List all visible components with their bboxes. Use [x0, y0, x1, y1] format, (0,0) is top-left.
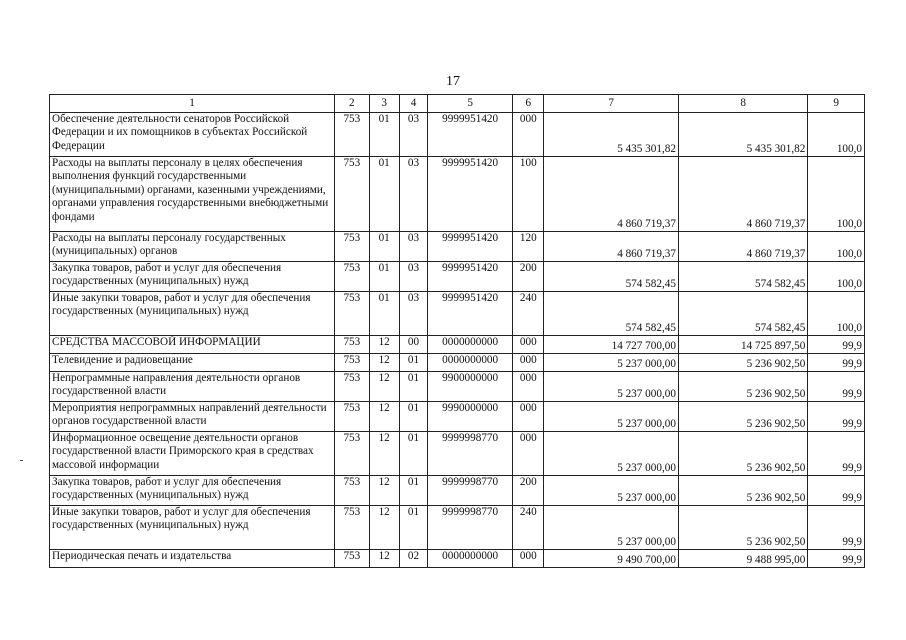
cell-col-3: 12 — [369, 432, 399, 476]
cell-name: СРЕДСТВА МАССОВОЙ ИНФОРМАЦИИ — [50, 336, 335, 354]
cell-col-3: 01 — [369, 157, 399, 232]
header-col-8: 8 — [678, 95, 807, 113]
cell-col-6: 000 — [513, 402, 544, 432]
cell-col-6: 240 — [513, 506, 544, 550]
cell-col-9: 99,9 — [808, 336, 865, 354]
cell-col-6: 000 — [513, 550, 544, 568]
cell-col-4: 03 — [399, 262, 427, 292]
table-row — [50, 292, 865, 336]
table-row — [50, 336, 865, 354]
cell-col-4: 01 — [399, 402, 427, 432]
cell-col-5: 9999951420 — [428, 113, 513, 157]
header-col-3: 3 — [369, 95, 399, 113]
cell-col-3: 12 — [369, 402, 399, 432]
cell-col-5: 9999951420 — [428, 292, 513, 336]
table-row — [50, 157, 865, 232]
cell-col-2: 753 — [335, 262, 369, 292]
cell-col-3: 01 — [369, 262, 399, 292]
margin-mark — [20, 460, 23, 461]
cell-col-5: 0000000000 — [428, 550, 513, 568]
budget-table — [49, 94, 865, 568]
cell-col-8: 5 236 902,50 — [678, 354, 807, 372]
table-row — [50, 550, 865, 568]
cell-col-9: 100,0 — [808, 262, 865, 292]
cell-name: Закупка товаров, работ и услуг для обеспечения государственных (муниципальных) нужд — [50, 476, 335, 506]
cell-name: Периодическая печать и издательства — [50, 550, 335, 568]
cell-name: Расходы на выплаты персоналу государственных (муниципальных) органов — [50, 232, 335, 262]
cell-col-8: 5 236 902,50 — [678, 402, 807, 432]
cell-col-8: 4 860 719,37 — [678, 157, 807, 232]
cell-col-3: 12 — [369, 354, 399, 372]
cell-col-5: 9999951420 — [428, 232, 513, 262]
table-row — [50, 506, 865, 550]
cell-col-7: 5 237 000,00 — [544, 402, 678, 432]
cell-col-7: 14 727 700,00 — [544, 336, 678, 354]
cell-col-9: 100,0 — [808, 113, 865, 157]
cell-col-8: 9 488 995,00 — [678, 550, 807, 568]
cell-col-9: 99,9 — [808, 432, 865, 476]
cell-col-2: 753 — [335, 550, 369, 568]
cell-col-7: 9 490 700,00 — [544, 550, 678, 568]
cell-col-8: 5 435 301,82 — [678, 113, 807, 157]
header-col-6: 6 — [513, 95, 544, 113]
cell-col-6: 240 — [513, 292, 544, 336]
cell-col-2: 753 — [335, 372, 369, 402]
cell-name: Иные закупки товаров, работ и услуг для обеспечения государственных (муниципальных) нужд — [50, 292, 335, 336]
cell-col-4: 01 — [399, 506, 427, 550]
cell-col-5: 9999998770 — [428, 476, 513, 506]
cell-col-8: 5 236 902,50 — [678, 476, 807, 506]
cell-col-8: 14 725 897,50 — [678, 336, 807, 354]
cell-col-7: 5 237 000,00 — [544, 476, 678, 506]
cell-col-4: 02 — [399, 550, 427, 568]
cell-col-4: 01 — [399, 432, 427, 476]
cell-name: Мероприятия непрограммных направлений деятельности органов государственной власти — [50, 402, 335, 432]
header-col-2: 2 — [335, 95, 369, 113]
cell-col-5: 9999998770 — [428, 432, 513, 476]
cell-col-5: 9990000000 — [428, 402, 513, 432]
cell-col-2: 753 — [335, 432, 369, 476]
cell-col-4: 00 — [399, 336, 427, 354]
header-col-4: 4 — [399, 95, 427, 113]
cell-col-2: 753 — [335, 354, 369, 372]
table-row — [50, 372, 865, 402]
cell-col-6: 000 — [513, 354, 544, 372]
cell-name: Иные закупки товаров, работ и услуг для обеспечения государственных (муниципальных) нужд — [50, 506, 335, 550]
cell-col-7: 4 860 719,37 — [544, 157, 678, 232]
cell-col-9: 100,0 — [808, 292, 865, 336]
cell-col-4: 01 — [399, 372, 427, 402]
cell-col-3: 12 — [369, 372, 399, 402]
cell-col-9: 99,9 — [808, 506, 865, 550]
table-row — [50, 262, 865, 292]
budget-table-container — [49, 94, 865, 568]
cell-col-2: 753 — [335, 476, 369, 506]
cell-col-5: 9999951420 — [428, 262, 513, 292]
header-col-7: 7 — [544, 95, 678, 113]
cell-col-5: 9900000000 — [428, 372, 513, 402]
cell-col-2: 753 — [335, 157, 369, 232]
cell-col-9: 99,9 — [808, 476, 865, 506]
cell-col-6: 000 — [513, 113, 544, 157]
table-row — [50, 113, 865, 157]
cell-col-4: 01 — [399, 354, 427, 372]
cell-name: Непрограммные направления деятельности органов государственной власти — [50, 372, 335, 402]
cell-col-6: 200 — [513, 476, 544, 506]
cell-col-9: 99,9 — [808, 372, 865, 402]
header-col-1: 1 — [50, 95, 335, 113]
cell-col-9: 99,9 — [808, 354, 865, 372]
cell-col-7: 5 237 000,00 — [544, 372, 678, 402]
cell-col-2: 753 — [335, 232, 369, 262]
cell-col-9: 99,9 — [808, 550, 865, 568]
cell-col-7: 5 435 301,82 — [544, 113, 678, 157]
cell-col-3: 12 — [369, 476, 399, 506]
cell-col-7: 574 582,45 — [544, 292, 678, 336]
cell-col-6: 100 — [513, 157, 544, 232]
header-col-5: 5 — [428, 95, 513, 113]
cell-col-9: 100,0 — [808, 232, 865, 262]
cell-col-8: 5 236 902,50 — [678, 432, 807, 476]
cell-col-9: 99,9 — [808, 402, 865, 432]
cell-col-9: 100,0 — [808, 157, 865, 232]
cell-col-6: 120 — [513, 232, 544, 262]
cell-col-3: 12 — [369, 550, 399, 568]
cell-col-3: 01 — [369, 113, 399, 157]
cell-col-5: 0000000000 — [428, 336, 513, 354]
cell-col-6: 000 — [513, 432, 544, 476]
cell-col-4: 01 — [399, 476, 427, 506]
cell-col-8: 4 860 719,37 — [678, 232, 807, 262]
cell-col-3: 12 — [369, 336, 399, 354]
cell-col-4: 03 — [399, 157, 427, 232]
cell-col-2: 753 — [335, 402, 369, 432]
cell-col-2: 753 — [335, 336, 369, 354]
cell-name: Телевидение и радиовещание — [50, 354, 335, 372]
cell-col-5: 9999951420 — [428, 157, 513, 232]
table-row — [50, 402, 865, 432]
cell-name: Закупка товаров, работ и услуг для обеспечения государственных (муниципальных) нужд — [50, 262, 335, 292]
cell-col-8: 574 582,45 — [678, 262, 807, 292]
cell-col-3: 01 — [369, 292, 399, 336]
cell-col-7: 5 237 000,00 — [544, 432, 678, 476]
table-row — [50, 354, 865, 372]
header-col-9: 9 — [808, 95, 865, 113]
cell-col-2: 753 — [335, 506, 369, 550]
cell-col-8: 5 236 902,50 — [678, 506, 807, 550]
cell-col-7: 574 582,45 — [544, 262, 678, 292]
cell-col-7: 5 237 000,00 — [544, 354, 678, 372]
header-row — [50, 95, 865, 113]
cell-col-4: 03 — [399, 113, 427, 157]
cell-name: Информационное освещение деятельности органов государственной власти Приморского края в средствах массовой информации — [50, 432, 335, 476]
cell-col-5: 0000000000 — [428, 354, 513, 372]
cell-col-4: 03 — [399, 232, 427, 262]
page-number: 17 — [446, 74, 460, 89]
cell-col-5: 9999998770 — [428, 506, 513, 550]
cell-col-2: 753 — [335, 292, 369, 336]
cell-col-6: 000 — [513, 372, 544, 402]
cell-col-3: 12 — [369, 506, 399, 550]
cell-col-8: 5 236 902,50 — [678, 372, 807, 402]
cell-col-4: 03 — [399, 292, 427, 336]
cell-name: Обеспечение деятельности сенаторов Российской Федерации и их помощников в субъектах Российской Федерации — [50, 113, 335, 157]
cell-col-8: 574 582,45 — [678, 292, 807, 336]
cell-col-7: 4 860 719,37 — [544, 232, 678, 262]
cell-col-7: 5 237 000,00 — [544, 506, 678, 550]
cell-name: Расходы на выплаты персоналу в целях обеспечения выполнения функций государственными (муниципальными) органами, казенными учреждениями, органами управления государственными внебюджетными фондами — [50, 157, 335, 232]
cell-col-2: 753 — [335, 113, 369, 157]
cell-col-6: 000 — [513, 336, 544, 354]
table-row — [50, 476, 865, 506]
cell-col-6: 200 — [513, 262, 544, 292]
table-row — [50, 232, 865, 262]
table-row — [50, 432, 865, 476]
cell-col-3: 01 — [369, 232, 399, 262]
